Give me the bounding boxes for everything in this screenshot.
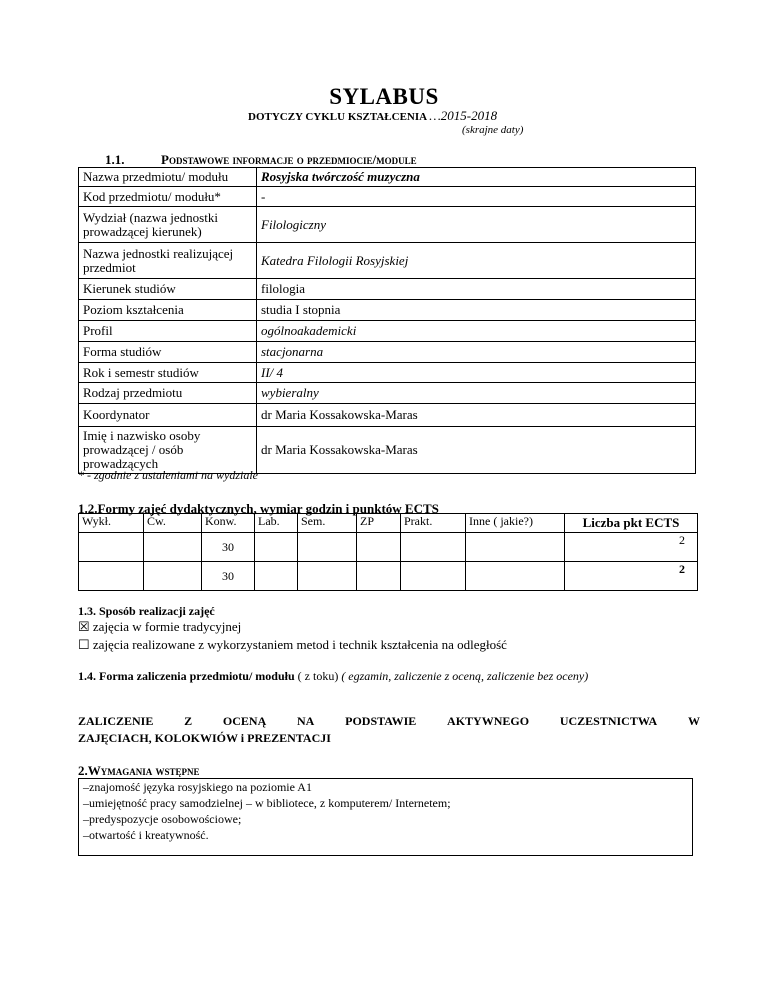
word: PODSTAWIE [345,714,417,728]
column-header: Sem. [298,514,357,533]
table-row [79,207,696,243]
table-row [79,321,696,342]
section-options: ( egzamin, zaliczenie z oceną, zaliczenie bez oceny) [341,669,589,683]
basic-info-table [78,167,696,474]
row-value: stacjonarna [257,342,696,363]
table-cell [255,533,298,562]
checked-box-icon: ☒ [78,619,90,634]
table-cell [255,562,298,591]
row-value: studia I stopnia [257,300,696,321]
option-label: zajęcia w formie tradycyjnej [92,619,242,634]
row-label: Forma studiów [79,342,257,363]
row-label: Kod przedmiotu/ modułu* [79,187,257,207]
table-row [79,562,698,591]
section-2-heading [78,763,200,779]
footnote-text: zgodnie z ustaleniami na wydziale [94,468,258,482]
row-label: Profil [79,321,257,342]
cycle-note: (skrajne daty) [462,124,524,136]
column-header: Prakt. [401,514,466,533]
table-row [79,363,696,383]
table-cell [466,533,565,562]
section-paren: ( z toku) [294,669,342,683]
cycle-years: …2015-2018 [429,108,498,123]
row-label: Nazwa przedmiotu/ modułu [79,168,257,187]
cycle-label: DOTYCZY CYKLU KSZTAŁCENIA [248,111,427,123]
table-row [79,243,696,279]
requirements-box [78,778,693,856]
row-label: Imię i nazwisko osoby prowadzącej / osób prowadzących [79,427,257,474]
row-value: wybieralny [257,383,696,404]
cycle-line [248,108,497,124]
table-cell [357,533,401,562]
row-label: Koordynator [79,404,257,427]
table-cell: 2 [565,562,698,591]
row-value: filologia [257,279,696,300]
table-cell [401,533,466,562]
row-value: II/ 4 [257,363,696,383]
table-cell: 30 [202,533,255,562]
word: OCENĄ [222,714,267,728]
table-cell [298,562,357,591]
word: W [687,714,700,728]
section-1-1-heading [105,152,417,168]
assessment-line-2: ZAJĘCIACH, KOLOKWIÓW i PREZENTACJI [78,731,331,745]
column-header: Wykł. [79,514,144,533]
list-item: –otwartość i kreatywność. [83,828,209,842]
section-title: 1.4. Forma zaliczenia przedmiotu/ modułu [78,669,295,683]
section-title: Podstawowe informacje o przedmiocie/module [161,152,417,167]
column-header: Ćw. [144,514,202,533]
footnote [78,468,258,483]
section-1-2-heading: 1.2.Formy zajęć dydaktycznych, wymiar godzin i punktów ECTS [78,501,439,516]
column-header: Inne ( jakie?) [466,514,565,533]
list-item: –predyspozycje osobowościowe; [83,812,242,826]
row-label: Rok i semestr studiów [79,363,257,383]
word: ZALICZENIE [78,714,154,728]
table-cell [144,562,202,591]
page-title: SYLABUS [329,84,439,109]
word: Z [184,714,193,728]
word: UCZESTNICTWA [559,714,658,728]
column-header: Lab. [255,514,298,533]
column-header: Liczba pkt ECTS [565,514,698,533]
list-item: –umiejętność pracy samodzielnej – w bibliotece, z komputerem/ Internetem; [83,796,451,810]
table-row [79,168,696,187]
word: AKTYWNEGO [447,714,530,728]
word: NA [297,714,315,728]
row-label: Kierunek studiów [79,279,257,300]
table-row [79,404,696,427]
row-value: dr Maria Kossakowska-Maras [257,404,696,427]
checkbox-option-traditional [78,619,241,635]
section-number: 2. [78,763,88,778]
table-row [79,533,698,562]
row-value: ogólnoakademicki [257,321,696,342]
table-row [79,187,696,207]
row-label: Rodzaj przedmiotu [79,383,257,404]
column-header: ZP [357,514,401,533]
assessment-value [78,713,700,747]
table-cell: 30 [202,562,255,591]
row-label: Nazwa jednostki realizującej przedmiot [79,243,257,279]
footnote-star: * - [78,468,91,482]
row-value: Filologiczny [257,207,696,243]
table-row [79,342,696,363]
table-header-row [79,514,698,533]
section-title: Wymagania wstępne [87,763,200,778]
table-cell [401,562,466,591]
ects-table [78,513,698,591]
list-item: –znajomość języka rosyjskiego na poziomie A1 [83,780,312,794]
column-header: Konw. [202,514,255,533]
section-1-4-heading [78,668,678,685]
table-cell [144,533,202,562]
section-1-3-heading: 1.3. Sposób realizacji zajęć [78,604,215,618]
section-number: 1.1. [105,152,125,167]
table-cell [357,562,401,591]
row-label: Wydział (nazwa jednostki prowadzącej kierunek) [79,207,257,243]
row-value: Katedra Filologii Rosyjskiej [257,243,696,279]
table-row [79,427,696,474]
table-cell: 2 [565,533,698,562]
option-label: zajęcia realizowane z wykorzystaniem metod i technik kształcenia na odległość [92,637,507,652]
table-row [79,300,696,321]
row-label: Poziom kształcenia [79,300,257,321]
assessment-line-1 [78,713,700,730]
table-row [79,279,696,300]
row-value: Rosyjska twórczość muzyczna [257,168,696,187]
table-cell [79,533,144,562]
unchecked-box-icon: ☐ [78,637,90,652]
checkbox-option-remote [78,637,507,653]
table-cell [298,533,357,562]
table-row [79,383,696,404]
row-value: dr Maria Kossakowska-Maras [257,427,696,474]
table-cell [466,562,565,591]
table-cell [79,562,144,591]
row-value: - [257,187,696,207]
